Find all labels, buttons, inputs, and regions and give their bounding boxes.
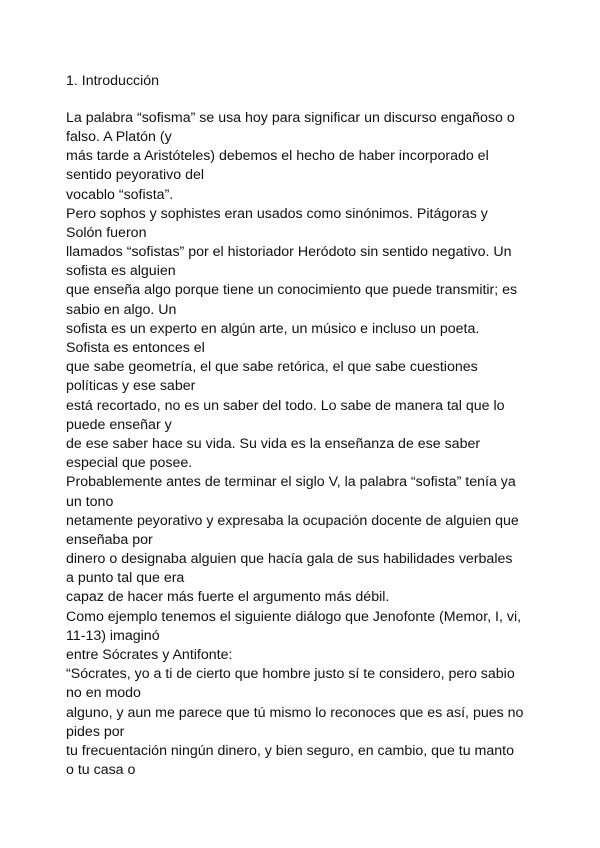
text-line: especial que posee. bbox=[66, 455, 193, 472]
text-line: dinero o designaba alguien que hacía gala de sus habilidades verbales bbox=[66, 551, 513, 568]
text-line: políticas y ese saber bbox=[66, 378, 196, 395]
text-line: sentido peyorativo del bbox=[66, 167, 205, 184]
text-line: que enseña algo porque tiene un conocimiento que puede transmitir; es bbox=[66, 282, 518, 299]
text-line: Pero sophos y sophistes eran usados como sinónimos. Pitágoras y bbox=[66, 205, 488, 222]
text-line: Solón fueron bbox=[66, 224, 147, 241]
text-line: entre Sócrates y Antifonte: bbox=[66, 647, 233, 664]
text-line: Como ejemplo tenemos el siguiente diálogo que Jenofonte (Memor, I, vi, bbox=[66, 608, 522, 625]
text-line: a punto tal que era bbox=[66, 570, 185, 587]
text-line: capaz de hacer más fuerte el argumento más débil. bbox=[66, 589, 390, 606]
text-line: enseñaba por bbox=[66, 531, 153, 548]
text-line: un tono bbox=[66, 493, 114, 510]
text-line: pides por bbox=[66, 723, 125, 740]
text-line: “Sócrates, yo a ti de cierto que hombre justo sí te considero, pero sabio bbox=[66, 666, 515, 683]
text-line: falso. A Platón (y bbox=[66, 128, 172, 145]
text-line: 11-13) imaginó bbox=[66, 627, 160, 644]
document-page bbox=[66, 72, 586, 780]
text-line: o tu casa o bbox=[66, 762, 136, 779]
body-text bbox=[66, 109, 586, 781]
text-line: más tarde a Aristóteles) debemos el hecho de haber incorporado el bbox=[66, 148, 489, 165]
text-line: sofista es alguien bbox=[66, 263, 176, 280]
text-line: Sofista es entonces el bbox=[66, 340, 205, 357]
text-line: de ese saber hace su vida. Su vida es la enseñanza de ese saber bbox=[66, 435, 481, 452]
text-line: netamente peyorativo y expresaba la ocupación docente de alguien que bbox=[66, 512, 519, 529]
text-line: sabio en algo. Un bbox=[66, 301, 177, 318]
text-line: La palabra “sofisma” se usa hoy para significar un discurso engañoso o bbox=[66, 109, 515, 126]
text-line: alguno, y aun me parece que tú mismo lo reconoces que es así, pues no bbox=[66, 704, 524, 721]
text-line: Probablemente antes de terminar el siglo V, la palabra “sofista” tenía ya bbox=[66, 474, 516, 491]
text-line: sofista es un experto en algún arte, un músico e incluso un poeta. bbox=[66, 320, 480, 337]
text-line: que sabe geometría, el que sabe retórica, el que sabe cuestiones bbox=[66, 359, 478, 376]
text-line: llamados “sofistas” por el historiador Heródoto sin sentido negativo. Un bbox=[66, 244, 512, 261]
text-line: está recortado, no es un saber del todo. Lo sabe de manera tal que lo bbox=[66, 397, 505, 414]
text-line: no en modo bbox=[66, 685, 141, 702]
text-line: puede enseñar y bbox=[66, 416, 172, 433]
text-line: vocablo “sofista”. bbox=[66, 186, 174, 203]
text-line: tu frecuentación ningún dinero, y bien seguro, en cambio, que tu manto bbox=[66, 742, 514, 759]
section-heading: 1. Introducción bbox=[66, 73, 160, 89]
